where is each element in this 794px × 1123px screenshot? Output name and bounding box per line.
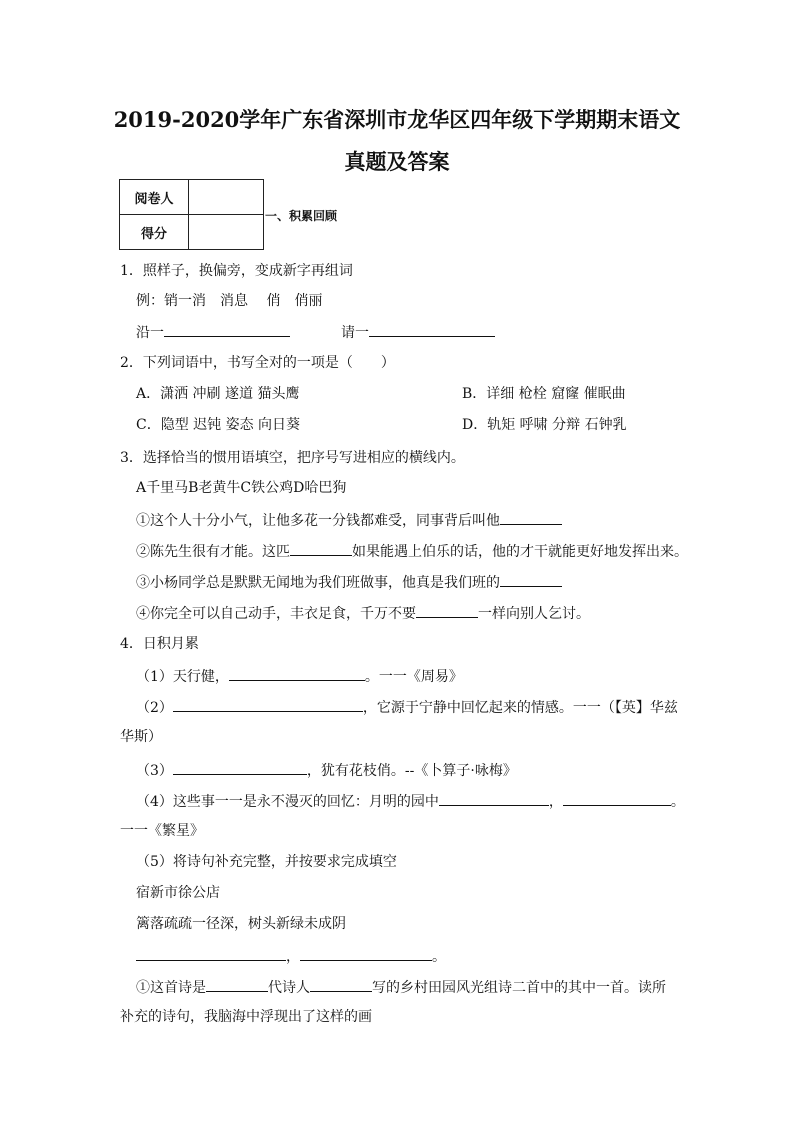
q4-sub-1-blank-1[interactable] bbox=[206, 977, 268, 992]
poem-line-2-mid: ， bbox=[286, 949, 300, 965]
q4-sub-1-continued: 补充的诗句，我脑海中浮现出了这样的画 bbox=[120, 1009, 372, 1025]
q2-option-a[interactable]: A．潇洒 冲刷 遂道 猫头鹰 bbox=[136, 386, 300, 402]
q2-option-b[interactable]: B．详细 枪栓 窟窿 催眠曲 bbox=[462, 386, 626, 402]
q4-item-2-continued: 华斯） bbox=[120, 729, 162, 745]
q4-item-1-post: 。一一《周易》 bbox=[364, 669, 463, 685]
q4-item-1-blank[interactable] bbox=[229, 666, 365, 681]
q4-sub-1-a: ①这首诗是 bbox=[136, 980, 206, 996]
q3-stem: 3．选择恰当的惯用语填空，把序号写进相应的横线内。 bbox=[120, 450, 465, 466]
q3-sentence-1 bbox=[136, 510, 562, 530]
q4-sub-1 bbox=[136, 977, 666, 997]
q4-item-3-blank[interactable] bbox=[173, 760, 307, 775]
q3-sentence-2-text-post: 如果能遇上伯乐的话，他的才干就能更好地发挥出来。 bbox=[352, 544, 688, 560]
q1-stem: 1．照样子，换偏旁，变成新字再组词 bbox=[120, 263, 353, 279]
reviewer-label: 阅卷人 bbox=[120, 180, 189, 215]
q1-item-2-blank[interactable] bbox=[369, 322, 495, 337]
poem-title: 宿新市徐公店 bbox=[136, 885, 220, 901]
q2-option-d[interactable]: D．轨矩 呼啸 分辩 石钟乳 bbox=[462, 417, 627, 433]
q4-item-4 bbox=[136, 791, 685, 811]
poem-line-2-end: 。 bbox=[432, 949, 446, 965]
q4-item-2-post: ，它源于宁静中回忆起来的情感。一一（【英】华兹 bbox=[362, 700, 678, 716]
q3-sentence-4 bbox=[136, 603, 590, 623]
q4-item-3-pre: （3） bbox=[136, 763, 173, 779]
score-cell bbox=[189, 215, 264, 250]
q4-item-3 bbox=[136, 760, 517, 780]
score-table bbox=[119, 179, 264, 250]
q1-item-2 bbox=[341, 322, 495, 342]
document-title-line-2: 真题及答案 bbox=[344, 149, 450, 174]
poem-line-1: 篱落疏疏一径深，树头新绿未成阴 bbox=[136, 916, 346, 932]
q3-sentence-3-text: ③小杨同学总是默默无闻地为我们班做事，他真是我们班的 bbox=[136, 575, 500, 591]
q3-sentence-3 bbox=[136, 572, 562, 592]
q4-item-2-pre: （2） bbox=[136, 700, 173, 716]
q4-item-4-continued: 一一《繁星》 bbox=[120, 823, 204, 839]
q4-item-2 bbox=[136, 697, 678, 717]
q4-item-4-post: 。 bbox=[670, 794, 685, 810]
q3-sentence-2 bbox=[136, 541, 688, 561]
q4-item-5: （5）将诗句补充完整，并按要求完成填空 bbox=[136, 854, 397, 870]
q2-stem: 2．下列词语中，书写全对的一项是（ ） bbox=[120, 355, 395, 371]
q4-item-1 bbox=[136, 666, 463, 686]
q3-sentence-1-blank[interactable] bbox=[500, 510, 562, 525]
score-label: 得分 bbox=[120, 215, 189, 250]
document-title-line-1: 2019-2020学年广东省深圳市龙华区四年级下学期期末语文 bbox=[113, 107, 681, 132]
q4-item-3-post: ，犹有花枝俏。--《卜算子·咏梅》 bbox=[306, 763, 517, 779]
q1-example: 例：销一消 消息 俏 俏丽 bbox=[136, 293, 323, 309]
reviewer-cell bbox=[189, 180, 264, 215]
poem-line-2 bbox=[136, 946, 446, 966]
q4-sub-1-c: 写的乡村田园风光组诗二首中的其中一首。读所 bbox=[372, 980, 666, 996]
q4-sub-1-b: 代诗人 bbox=[268, 980, 310, 996]
q2-option-c[interactable]: C．隐型 迟钝 姿态 向日葵 bbox=[136, 417, 301, 433]
q3-sentence-3-blank[interactable] bbox=[500, 572, 562, 587]
q1-item-1 bbox=[136, 322, 290, 342]
q3-sentence-4-text-post: 一样向别人乞讨。 bbox=[478, 606, 590, 622]
section-1-title: 一、积累回顾 bbox=[265, 209, 338, 223]
q4-item-4-mid: ， bbox=[548, 794, 563, 810]
q1-item-1-label: 沿一 bbox=[136, 325, 164, 341]
q3-sentence-1-text: ①这个人十分小气，让他多花一分钱都难受，同事背后叫他 bbox=[136, 513, 500, 529]
q4-item-1-pre: （1）天行健， bbox=[136, 669, 229, 685]
q1-item-1-blank[interactable] bbox=[164, 322, 290, 337]
q4-stem: 4．日积月累 bbox=[120, 636, 199, 652]
q3-sentence-4-blank[interactable] bbox=[416, 603, 478, 618]
q4-item-4-blank-2[interactable] bbox=[563, 791, 671, 806]
q4-item-4-blank-1[interactable] bbox=[439, 791, 549, 806]
q3-sentence-4-text-pre: ④你完全可以自己动手，丰衣足食，千万不要 bbox=[136, 606, 416, 622]
q1-item-2-label: 请一 bbox=[341, 325, 369, 341]
q3-sentence-2-text-pre: ②陈先生很有才能。这匹 bbox=[136, 544, 290, 560]
q3-sentence-2-blank[interactable] bbox=[290, 541, 352, 556]
q3-options: A千里马B老黄牛C铁公鸡D哈巴狗 bbox=[136, 480, 347, 496]
q4-item-4-pre: （4）这些事一一是永不漫灭的回忆：月明的园中 bbox=[136, 794, 439, 810]
poem-blank-1[interactable] bbox=[136, 946, 286, 961]
q4-item-2-blank[interactable] bbox=[173, 697, 363, 712]
poem-blank-2[interactable] bbox=[300, 946, 432, 961]
q4-sub-1-blank-2[interactable] bbox=[310, 977, 372, 992]
